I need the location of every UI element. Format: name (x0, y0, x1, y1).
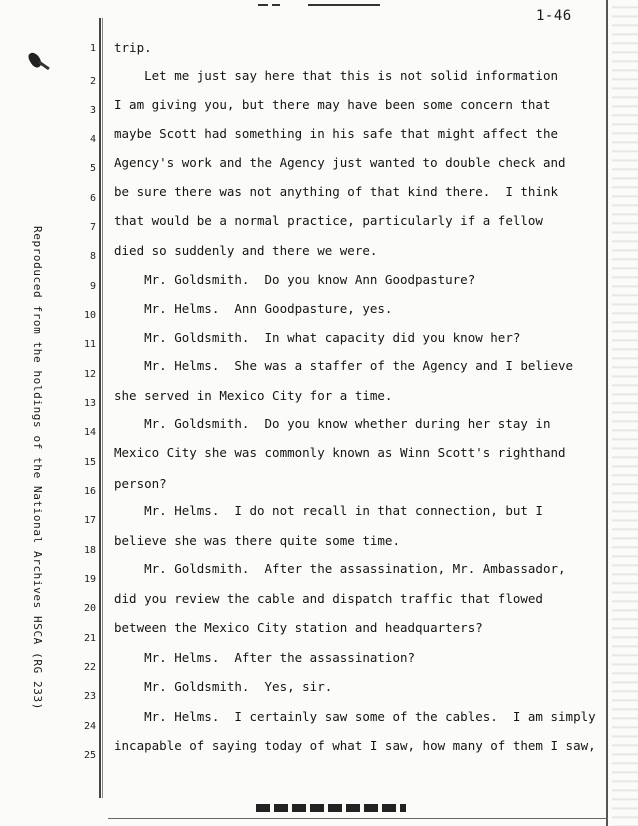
line-number: 14 (83, 427, 96, 438)
page-number: 1-46 (536, 8, 572, 24)
transcript-line: Mexico City she was commonly known as Winn Scott's righthand (114, 445, 566, 460)
transcript-line: she served in Mexico City for a time. (114, 388, 393, 403)
transcript-line: Mr. Goldsmith. Yes, sir. (114, 679, 333, 694)
transcript-line: Mr. Goldsmith. After the assassination, Mr. Ambassador, (114, 561, 566, 576)
transcript-line: Mr. Goldsmith. Do you know whether during her stay in (114, 416, 551, 431)
line-number: 16 (83, 486, 96, 497)
transcript-line: Mr. Helms. She was a staffer of the Agency and I believe (114, 358, 574, 373)
line-number: 4 (89, 134, 96, 145)
line-number: 3 (89, 105, 96, 116)
transcript-line: maybe Scott had something in his safe that might affect the (114, 126, 559, 141)
right-margin-rule (606, 0, 608, 826)
transcript-line: Mr. Goldsmith. In what capacity did you know her? (114, 330, 521, 345)
transcript-line: Mr. Helms. I certainly saw some of the cables. I am simply (114, 709, 596, 724)
line-number: 18 (83, 545, 96, 556)
transcript-line: trip. (114, 40, 152, 55)
line-number: 6 (89, 193, 96, 204)
transcript-line: be sure there was not anything of that kind there. I think (114, 184, 559, 199)
line-number: 25 (83, 750, 96, 761)
line-number: 13 (83, 398, 96, 409)
line-number: 9 (89, 281, 96, 292)
transcript-line: did you review the cable and dispatch traffic that flowed (114, 591, 543, 606)
line-number: 10 (83, 310, 96, 321)
transcript-line: Mr. Helms. After the assassination? (114, 650, 416, 665)
top-redaction-marks (258, 2, 388, 8)
transcript-line: Mr. Helms. I do not recall in that connection, but I (114, 503, 543, 518)
transcript-line: Let me just say here that this is not solid information (114, 68, 559, 83)
transcript-line: Mr. Helms. Ann Goodpasture, yes. (114, 301, 393, 316)
transcript-line: died so suddenly and there we were. (114, 243, 378, 258)
line-number: 22 (83, 662, 96, 673)
left-margin-rule (99, 18, 101, 798)
transcript-line: person? (114, 476, 167, 491)
line-number: 8 (89, 251, 96, 262)
bottom-rule (108, 818, 608, 819)
transcript-line: Agency's work and the Agency just wanted to double check and (114, 155, 566, 170)
line-number: 11 (83, 339, 96, 350)
transcript-line: between the Mexico City station and headquarters? (114, 620, 483, 635)
left-margin-rule-inner (102, 18, 103, 798)
line-number: 5 (89, 163, 96, 174)
transcript-line: incapable of saying today of what I saw, how many of them I saw, (114, 738, 596, 753)
line-number: 12 (83, 369, 96, 380)
transcript-line: that would be a normal practice, particularly if a fellow (114, 213, 543, 228)
bottom-redaction-stamp (256, 804, 406, 812)
transcript-line: I am giving you, but there may have been some concern that (114, 97, 551, 112)
ink-blot (27, 51, 44, 70)
right-edge-shading (612, 0, 638, 826)
line-number: 7 (89, 222, 96, 233)
line-number: 20 (83, 603, 96, 614)
transcript-line: Mr. Goldsmith. Do you know Ann Goodpasture? (114, 272, 476, 287)
line-number: 24 (83, 721, 96, 732)
line-number: 1 (89, 43, 96, 54)
line-number: 23 (83, 691, 96, 702)
line-number: 15 (83, 457, 96, 468)
archive-reproduction-note: Reproduced from the holdings of the National Archives HSCA (RG 233) (31, 226, 44, 710)
line-number: 21 (83, 633, 96, 644)
transcript-line: believe she was there quite some time. (114, 533, 400, 548)
line-number: 19 (83, 574, 96, 585)
line-number: 17 (83, 515, 96, 526)
line-number: 2 (89, 76, 96, 87)
